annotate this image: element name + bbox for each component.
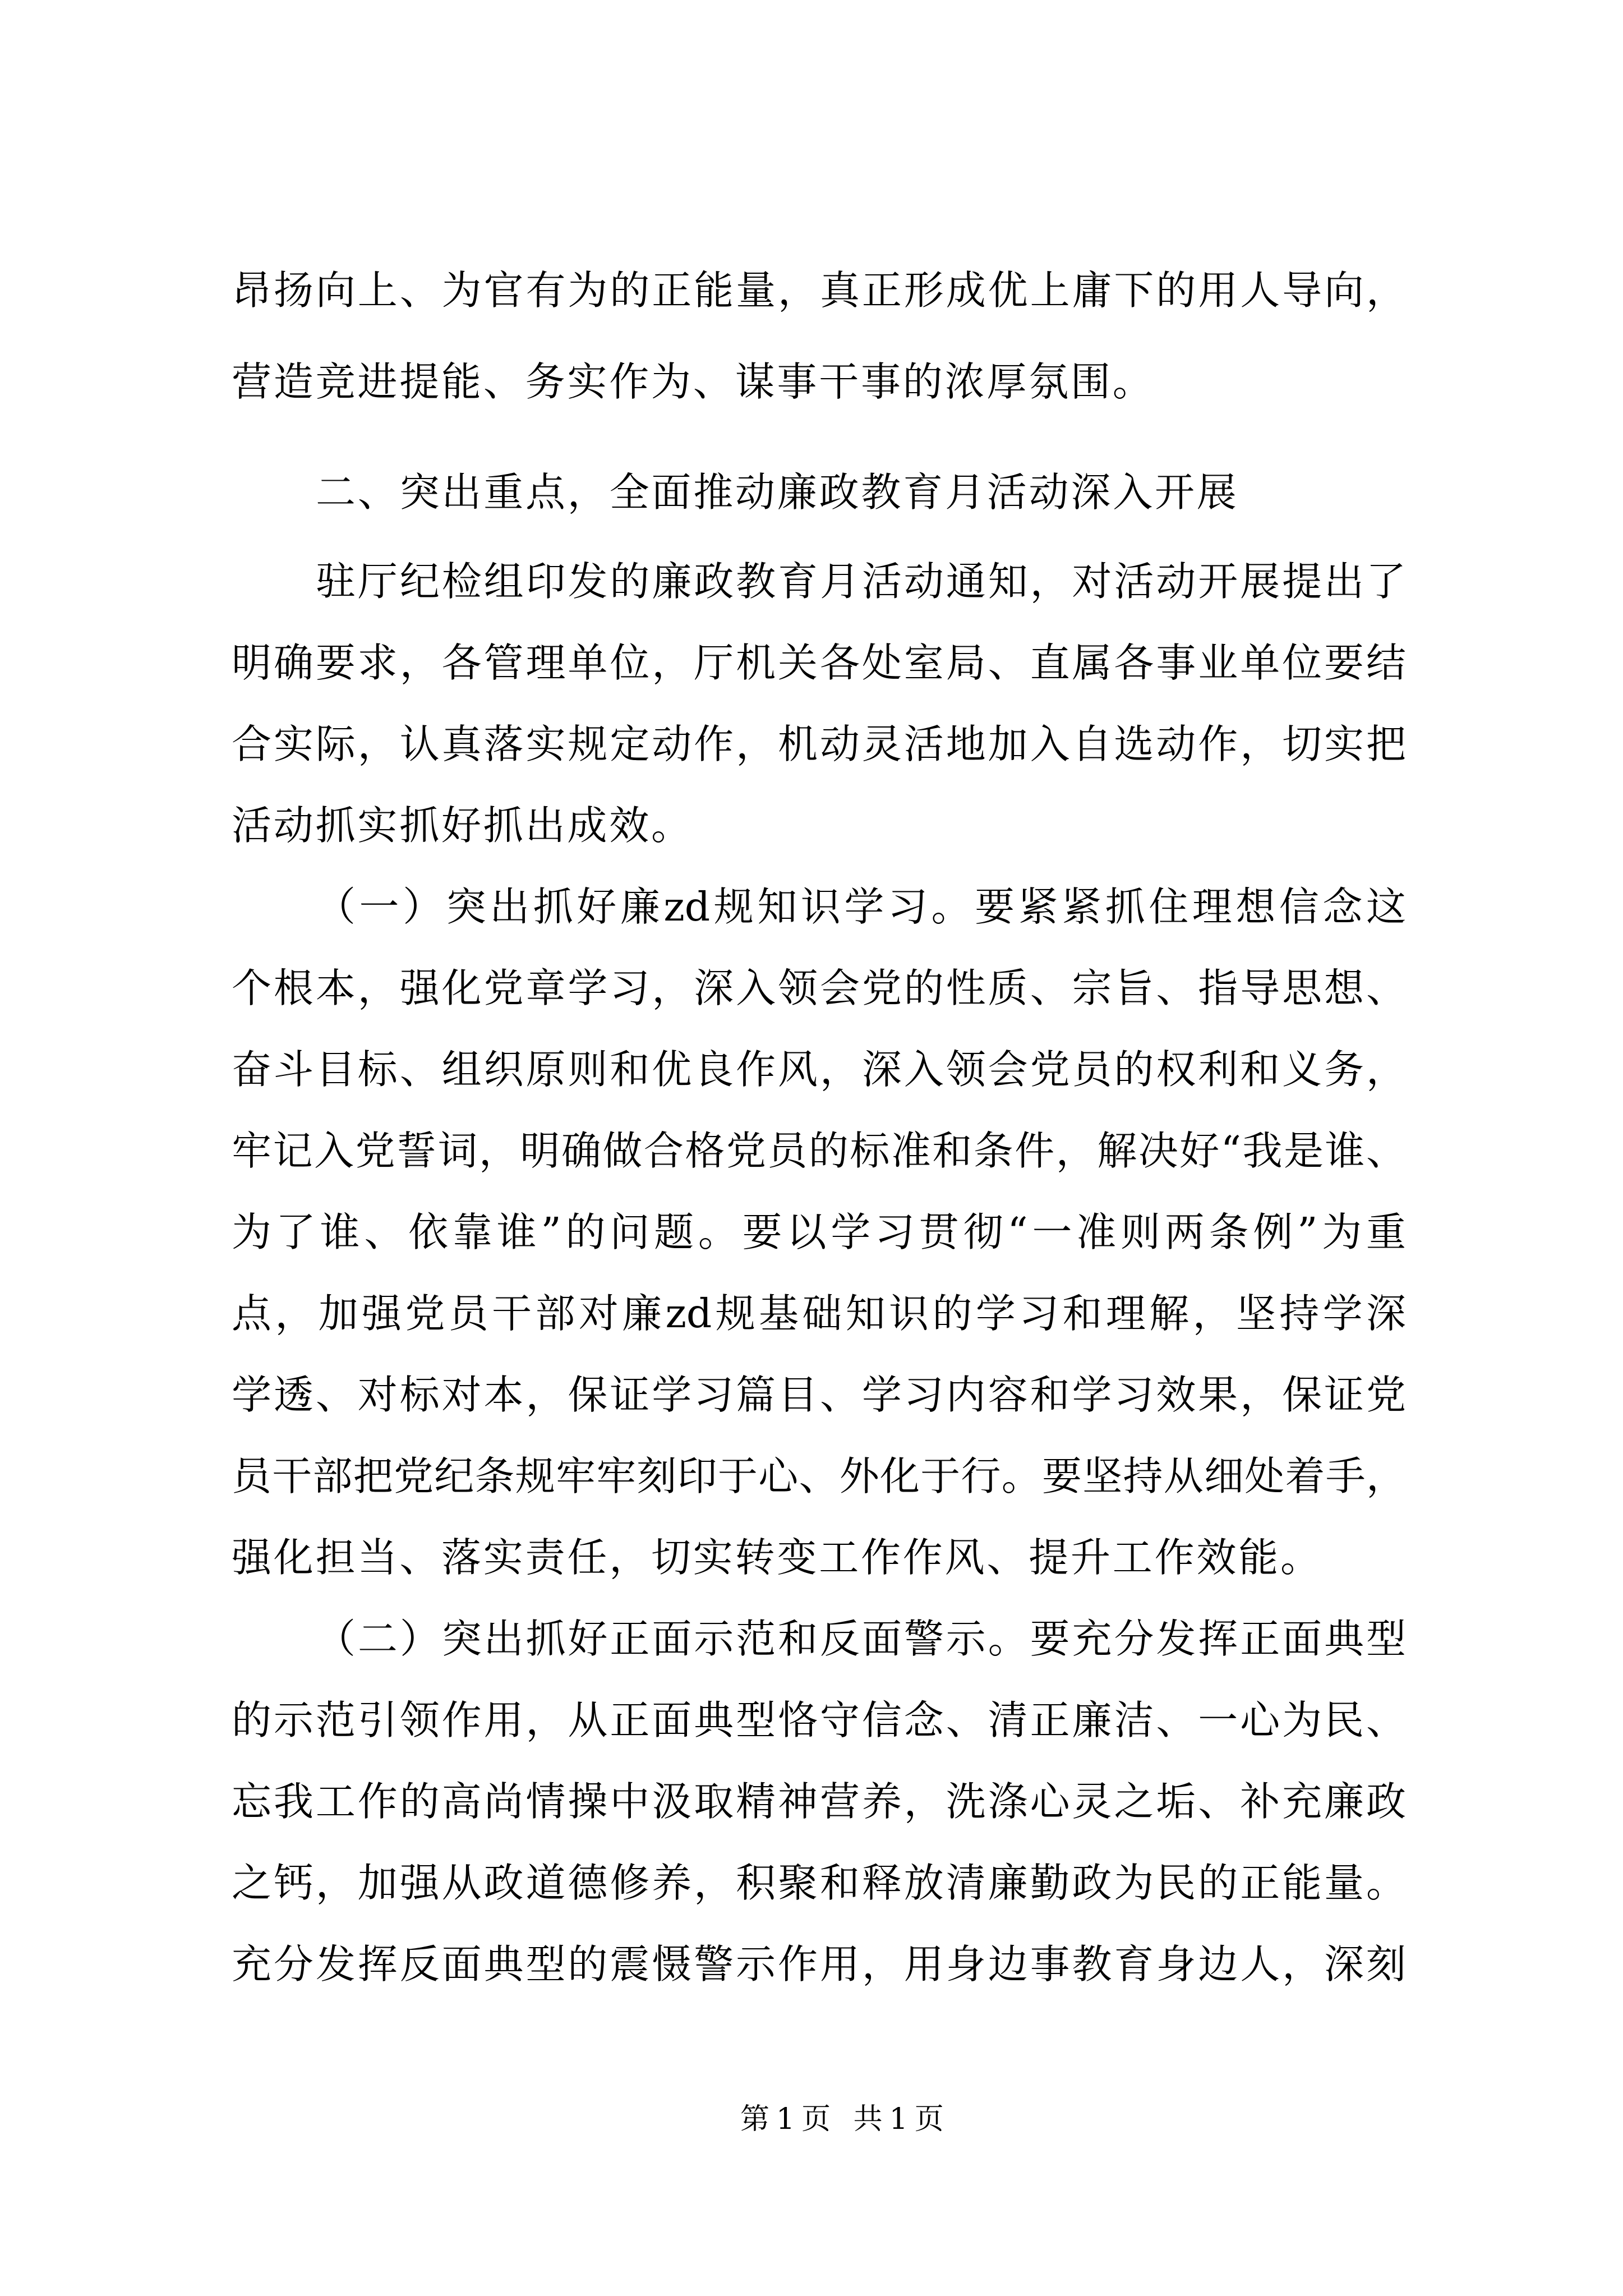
section-heading [232, 452, 1406, 533]
body-text-line: 活动抓实抓好抓出成效。 [232, 802, 693, 849]
paragraph [232, 866, 1406, 1598]
body-text-line: 营造竞进提能、务实作为、谋事干事的浓厚氛围。 [232, 358, 1155, 405]
body-text-line: （一）突出抓好廉zd规知识学习。要紧紧抓住理想信念这 [316, 884, 1406, 930]
section-heading-text: 二、突出重点，全面推动廉政教育月活动深入开展 [316, 469, 1239, 516]
body-text-line: （二）突出抓好正面示范和反面警示。要充分发挥正面典型 [316, 1616, 1406, 1662]
paragraph [232, 1598, 1406, 2005]
paragraph [232, 541, 1406, 866]
body-text-line: 驻厅纪检组印发的廉政教育月活动通知，对活动开展提出了 [316, 558, 1406, 605]
body-text-line: 明确要求，各管理单位，厅机关各处室局、直属各事业单位要结 [232, 639, 1406, 686]
paragraph [232, 250, 1406, 422]
body-text-line: 为了谁、依靠谁”的问题。要以学习贯彻“一准则两条例”为重 [232, 1209, 1406, 1255]
body-text-line: 学透、对标对本，保证学习篇目、学习内容和学习效果，保证党 [232, 1372, 1406, 1418]
body-text-line: 忘我工作的高尚情操中汲取精神营养，洗涤心灵之垢、补充廉政 [232, 1778, 1406, 1825]
body-text-line: 昂扬向上、为官有为的正能量，真正形成优上庸下的用人导向， [232, 267, 1406, 314]
body-text-line: 合实际，认真落实规定动作，机动灵活地加入自选动作，切实把 [232, 721, 1406, 767]
document-body [232, 250, 1406, 2005]
body-text-line: 点，加强党员干部对廉zd规基础知识的学习和理解，坚持学深 [232, 1290, 1406, 1337]
body-text-line: 充分发挥反面典型的震慑警示作用，用身边事教育身边人，深刻 [232, 1941, 1406, 1987]
body-text-line: 的示范引领作用，从正面典型恪守信念、清正廉洁、一心为民、 [232, 1697, 1406, 1743]
page-number-footer: 第1页 共1页 [740, 2102, 951, 2136]
body-text-line: 牢记入党誓词，明确做合格党员的标准和条件，解决好“我是谁、 [232, 1128, 1406, 1174]
body-text-line: 个根本，强化党章学习，深入领会党的性质、宗旨、指导思想、 [232, 965, 1406, 1011]
body-text-line: 之钙，加强从政道德修养，积聚和释放清廉勤政为民的正能量。 [232, 1860, 1406, 1906]
body-text-line: 强化担当、落实责任，切实转变工作作风、提升工作效能。 [232, 1534, 1322, 1581]
body-text-line: 奋斗目标、组织原则和优良作风，深入领会党员的权利和义务， [232, 1046, 1406, 1093]
body-text-line: 员干部把党纪条规牢牢刻印于心、外化于行。要坚持从细处着手， [232, 1453, 1406, 1499]
